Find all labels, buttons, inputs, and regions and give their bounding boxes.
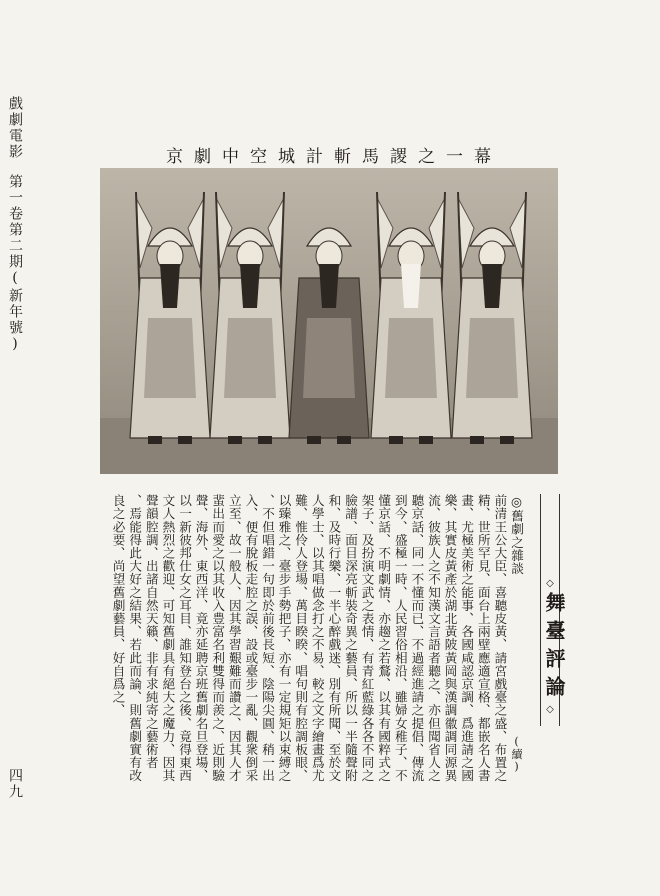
article-body <box>108 494 522 790</box>
article-title: 舞臺評論 <box>542 592 566 704</box>
article-subheading: ◎舊劇之雜談(續) <box>509 494 524 774</box>
opera-figure <box>210 192 290 444</box>
text-column: 前清王公大臣、喜聽皮黃、請宮戲臺之盛、布置之 <box>492 494 508 783</box>
text-column: 文人熱烈之歡迎、可知舊劇具有絕大之魔力、因其 <box>160 494 176 783</box>
text-column: 樂、其實皮黃產於湖北黃陂黃岡與漢調徽調同源異 <box>442 494 458 783</box>
text-column: 立至、故一般人、因其學習艱難而讚之、因其人才 <box>226 494 242 783</box>
running-head <box>8 96 22 354</box>
text-column: 聽京話、同一不懂而已、不過經進請之提倡、傳流 <box>409 494 425 783</box>
text-column: 流、彼族人之不知漢文言語者聽之、亦但聞省人之 <box>426 494 441 783</box>
text-column: 臉譜、面目深亮斬裝奇異之藝員、所以一半隨聲附 <box>343 494 358 783</box>
text-column: 聲韻腔調、出諸自然天籟、非有求純寄之藝術者 <box>143 494 159 770</box>
magazine-title: 戲劇電影 <box>7 96 23 160</box>
page-number: 四九 <box>7 768 23 800</box>
photo-caption: 京劇中空城計斬馬謖之一幕 <box>166 147 502 167</box>
text-column: 聲、海外、東西洋、竟亦延聘京班舊劇名旦登場、 <box>193 494 209 783</box>
text-column: 懂京話、不明劇情、亦趨之若鶩、以其有國粹式之 <box>376 494 392 783</box>
text-column: 精、世所罕見、面台上兩壁應適宣格、都嵌名人書 <box>475 494 491 783</box>
opera-figure <box>371 192 451 444</box>
text-column: 人學士、以其唱做念打之不易、較之文字繪畫爲尤 <box>309 494 325 783</box>
text-column: 以一新彼邦仕女之耳目、誰知登台之後、竟得東西 <box>177 494 192 783</box>
opera-figure <box>452 192 532 444</box>
text-column: 以臻雅之、臺步手勢把子、亦有一定規矩以束縛之 <box>276 494 292 783</box>
installment-mark: (續) <box>510 735 523 774</box>
issue-label: 第一卷第二期(新年號) <box>7 174 23 354</box>
opera-photograph <box>100 168 558 474</box>
text-column: 畫、尤極美術之能事、各國咸認京調、爲進請之國 <box>459 494 475 783</box>
opera-figure <box>130 192 210 444</box>
text-column: 難、惟伶人登場、萬目睽睽、唱句則有腔調板眼、 <box>293 494 309 783</box>
opera-photo-illustration <box>100 168 558 474</box>
text-column: 入、便有脫板走腔之誤、設或臺步一亂、觀衆倒采 <box>243 494 259 783</box>
ornament-bottom: ◇ <box>546 704 554 715</box>
text-column: 到今、盛極一時、人民習俗相沿、雖婦女稚子、不 <box>392 494 408 783</box>
text-column: 良之必要、尚望舊劇藝員、好自爲之、 <box>110 494 126 717</box>
text-column: 、不但唱錯一句即於前後長短、陰陽尖圓、稍一出 <box>260 494 275 783</box>
text-column: 、焉能得此大好之結果、若此而論、則舊劇實有改 <box>127 494 143 783</box>
text-column: 和、及時行樂、一半心醉戲迷、別有所聞、至於文 <box>326 494 342 783</box>
ornament-top: ◇ <box>546 578 554 589</box>
text-column: 架子、及扮演文武之表情、有青紅藍綠各各不同之 <box>359 494 375 783</box>
text-column: 蜚出而愛之以其收入豊富名利雙得而羨之、近則驗 <box>210 494 226 783</box>
